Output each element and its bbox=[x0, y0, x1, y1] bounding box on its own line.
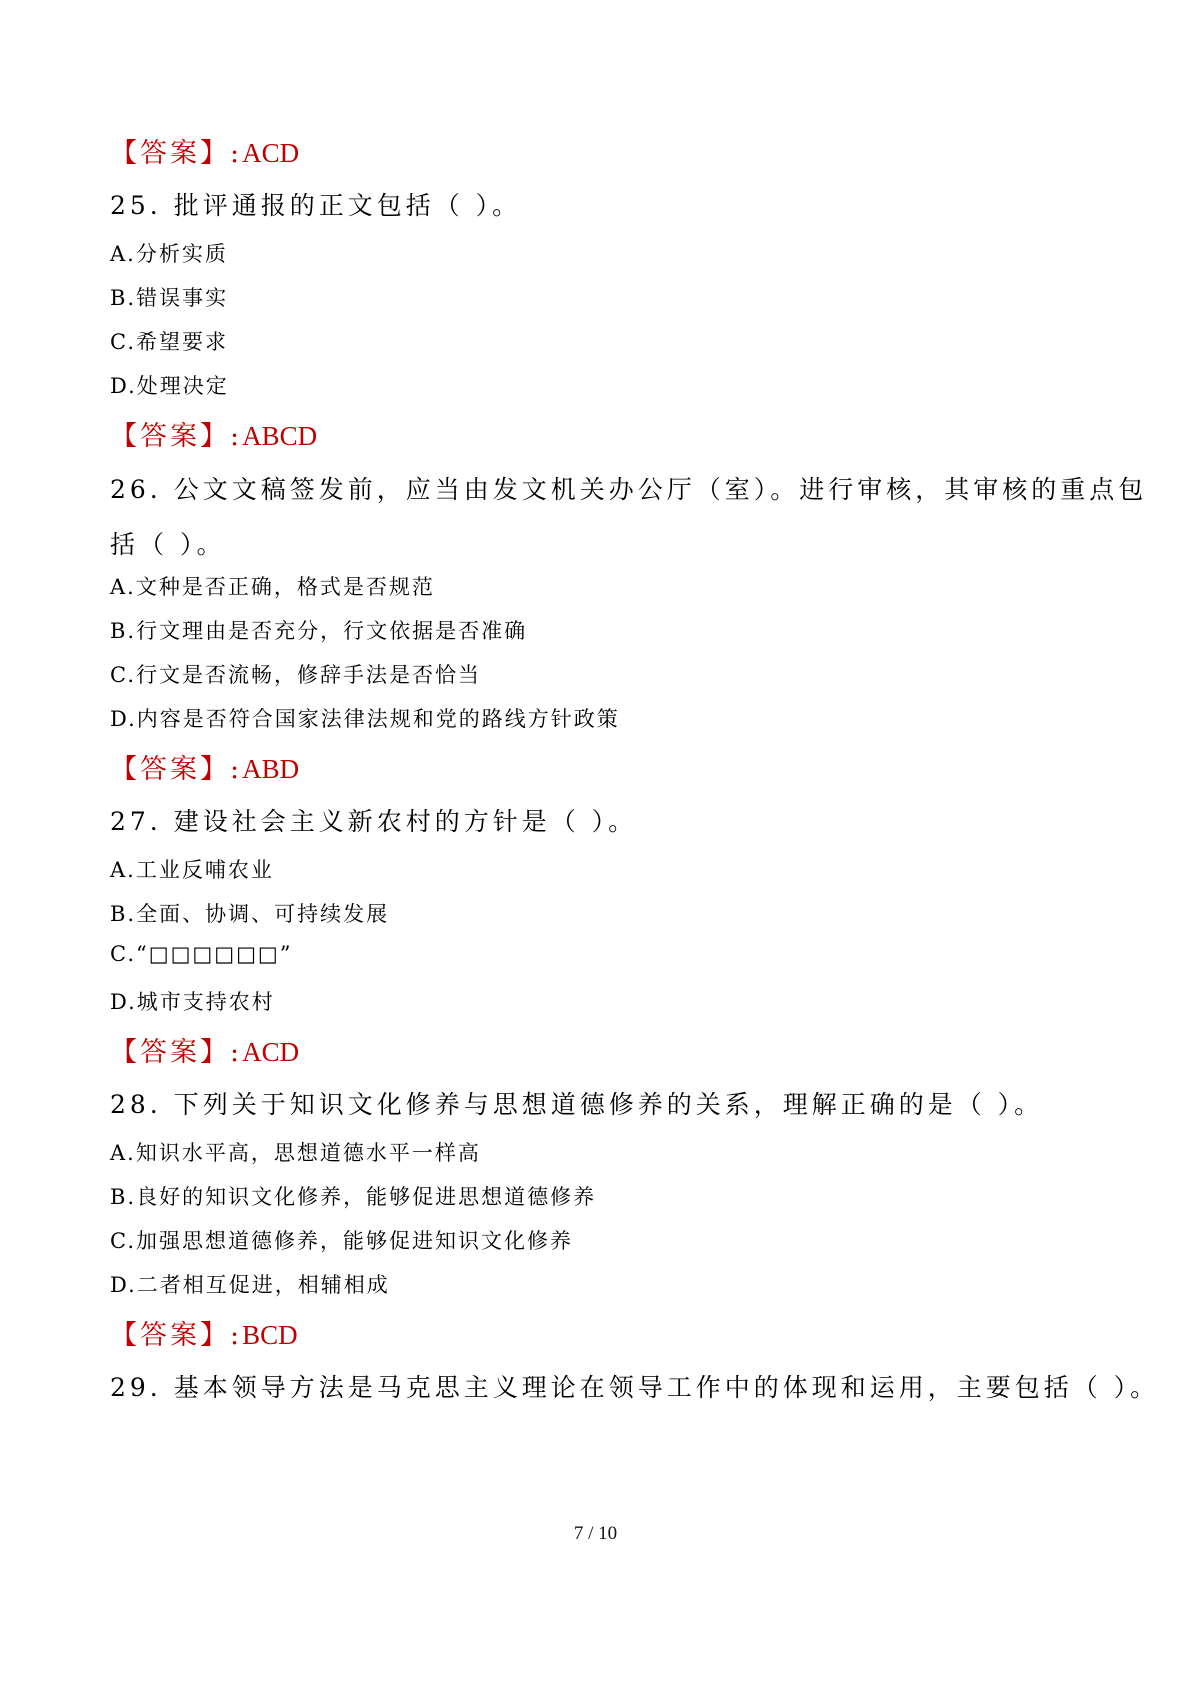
answer-line bbox=[110, 131, 299, 170]
page-number: 7 / 10 bbox=[573, 1523, 618, 1544]
option-text: C.希望要求 bbox=[110, 330, 228, 354]
answer-value: ACD bbox=[242, 1037, 300, 1067]
answer-label: 【答案】: bbox=[110, 1320, 243, 1351]
option-text: D.处理决定 bbox=[110, 374, 229, 398]
option-text: D.二者相互促进，相辅相成 bbox=[110, 1273, 390, 1297]
option-text: A.知识水平高，思想道德水平一样高 bbox=[110, 1141, 481, 1165]
option-text: A.文种是否正确，格式是否规范 bbox=[110, 575, 435, 599]
answer-label: 【答案】: bbox=[110, 1037, 243, 1068]
answer-value: ACD bbox=[242, 138, 300, 168]
option-text: C.行文是否流畅，修辞手法是否恰当 bbox=[110, 663, 481, 687]
option-text: B.良好的知识文化修养，能够促进思想道德修养 bbox=[110, 1185, 597, 1209]
answer-line bbox=[110, 1313, 298, 1352]
answer-label: 【答案】: bbox=[110, 421, 243, 452]
option-text: A.工业反哺农业 bbox=[110, 858, 274, 882]
option-text: B.错误事实 bbox=[110, 286, 229, 310]
answer-value: ABD bbox=[242, 754, 300, 784]
question-text: 27. 建设社会主义新农村的方针是（ ）。 bbox=[110, 807, 638, 836]
question-text: 括（ ）。 bbox=[110, 530, 226, 559]
question-text: 28. 下列关于知识文化修养与思想道德修养的关系，理解正确的是（ ）。 bbox=[110, 1090, 1044, 1119]
answer-line bbox=[110, 747, 299, 786]
option-text: D.城市支持农村 bbox=[110, 990, 275, 1014]
option-text: C.“□□□□□□” bbox=[110, 942, 293, 966]
option-text: D.内容是否符合国家法律法规和党的路线方针政策 bbox=[110, 707, 620, 731]
answer-value: ABCD bbox=[242, 421, 318, 451]
answer-label: 【答案】: bbox=[110, 754, 243, 785]
option-text: A.分析实质 bbox=[110, 242, 228, 266]
question-text: 25. 批评通报的正文包括（ ）。 bbox=[110, 191, 522, 220]
answer-value: BCD bbox=[242, 1320, 298, 1350]
answer-label: 【答案】: bbox=[110, 138, 243, 169]
answer-line bbox=[110, 414, 317, 453]
question-text: 26. 公文文稿签发前，应当由发文机关办公厅（室）。进行审核，其审核的重点包 bbox=[110, 475, 1148, 504]
question-text: 29. 基本领导方法是马克思主义理论在领导工作中的体现和运用，主要包括（ ）。 bbox=[110, 1373, 1160, 1402]
option-text: C.加强思想道德修养，能够促进知识文化修养 bbox=[110, 1229, 573, 1253]
option-text: B.全面、协调、可持续发展 bbox=[110, 902, 390, 926]
option-text: B.行文理由是否充分，行文依据是否准确 bbox=[110, 619, 528, 643]
answer-line bbox=[110, 1030, 299, 1069]
